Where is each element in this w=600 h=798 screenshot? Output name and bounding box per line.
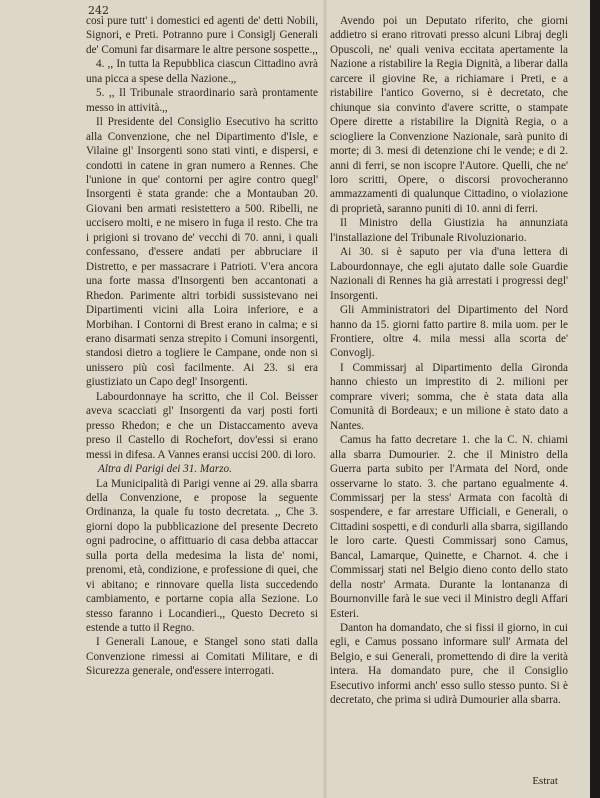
catchword: Estrat bbox=[532, 775, 558, 787]
paragraph: Camus ha fatto decretare 1. che la C. N. chiami alla sbarra Dumourier. 2. che il Ministro della Guerra parta subito per l'Armata del Nord, onde osservarne lo stato. 3. che partano egualmente 4. Commissarj per la stess' Armata con facoltà di sospendere, e far arrestare Ufficiali, e Generali, o Cittadini sospetti, e di condurli alla sbarra, sigillando le loro carte. Questi Commissarj sono Camus, Bancal, Lamarque, Quinette, e Charnot. 4. che i Commissarj stati nel Belgio dieno conto dello stato della nostr' Armata. Durante la lontananza di Bournonville farà le sue veci il Ministro degli Affari Esteri. bbox=[330, 434, 568, 620]
paragraph: I Generali Lanoue, e Stangel sono stati dalla Convenzione rimessi ai Comitati Militare, e di Sicurezza generale, ond'essere interrogati. bbox=[86, 636, 318, 678]
paragraph: La Municipalità di Parigi venne ai 29. alla sbarra della Convenzione, e propose la seguente Ordinanza, la quale fu tosto decretata. ,, Che 3. giorni dopo la pubblicazione del presente Decreto ogni padrocine, o affittuario di casa debba attaccar sulla porta della medesima la lista de' nomi, prenomi, età, condizione, e professione di quei, che vi abitano; e rinnovare quella lista succedendo cambiamento, e portarne copia alla Sezione. Lo stesso faranno i Locandieri.,, Questo Decreto si estende a tutto il Regno. bbox=[86, 477, 318, 635]
paragraph: 4. ,, In tutta la Repubblica ciascun Cittadino avrà una picca a spese della Nazione.,, bbox=[86, 58, 318, 85]
paragraph: Il Ministro della Giustizia ha annunziata l'installazione del Tribunale Rivoluzionario. bbox=[330, 217, 568, 244]
right-column bbox=[330, 14, 568, 708]
paragraph: Gli Amministratori del Dipartimento del Nord hanno da 15. giorni fatto partire 8. mila uom. per le Frontiere, oltre 4. mila messi alla scorta de' Convoglj. bbox=[330, 304, 568, 360]
page-fold bbox=[323, 0, 327, 798]
section-heading: Altra di Parigi dei 31. Marzo. bbox=[98, 463, 232, 476]
paragraph: I Commissarj al Dipartimento della Gironda hanno chiesto un imprestito di 2. milioni per comprare viveri; somma, che è stata data alla Comunità di Bordeaux; e un milione è stato dato a Nantes. bbox=[330, 361, 568, 432]
paragraph: Labourdonnaye ha scritto, che il Col. Beisser aveva scacciati gl' Insorgenti da varj posti forti presso Rhedon; e che un Distaccamento aveva preso il Castello di Rochefort, dov'essi si erano messi in difesa. A Vannes eransi uccisi 200. di loro. bbox=[86, 390, 318, 461]
left-column bbox=[86, 14, 318, 679]
paragraph: 5. ,, Il Tribunale straordinario sarà prontamente messo in attività.,, bbox=[86, 87, 318, 114]
paragraph: Danton ha domandato, che si fissi il giorno, in cui egli, e Camus possano informare sull' Armata del Belgio, e sui Generali, promettendo di dire la verità intera. Ha domandato pure, che il Consiglio Esecutivo informi anch' esso sullo stesso punto. Si è decretato, che prima si udirà Dumourier alla sbarra. bbox=[330, 622, 568, 707]
paragraph: Ai 30. si è saputo per via d'una lettera di Labourdonnaye, che egli ajutato dalle sole Guardie Nazionali di Rennes ha già arrestati i progressi degl' Insorgenti. bbox=[330, 246, 568, 302]
paragraph: così pure tutt' i domestici ed agenti de' detti Nobili, Signori, e Preti. Potranno pure i Consiglj Generali de' Comuni far disarmare le altre persone sospette.,, bbox=[86, 15, 318, 56]
paragraph: Il Presidente del Consiglio Esecutivo ha scritto alla Convenzione, che nel Dipartimento d'Isle, e Vilaine gl' Insorgenti sono stati vinti, e dispersi, e condotti in catene in gran numero a Rennes. Che l'unione in que' contorni per agire contro quegl' Insorgenti è stata grande: che a Montauban 20. Giovani ben armati resistettero a 500. Ribelli, ne uccisero molti, e ne misero in fuga il resto. Che tra i prigioni si trovano de' vecchi di 70. anni, i quali confessano, d'essere andati per abbruciare il Distretto, e per massacrare i Patrioti. V'era ancora una forte massa d'Insorgenti ben accantonati a Rhedon. Parimente altri torbidi sussistevano nei Dipartimenti vicini alla Loira inferiore, e a Morbihan. I Contorni di Brest erano in calma; e si erano disarmati senza strepito i Comuni insorgenti, standosi dietro a togliere le Campane, onde non si unissero più così facilmente. Ai 23. si era giustiziato un Capo degl' Insorgenti. bbox=[86, 116, 318, 389]
paragraph: Avendo poi un Deputato riferito, che giorni addietro si erano ritrovati presso alcuni Libraj degli Opuscoli, ne' quali veniva eccitata apertamente la Nazione a ristabilire la Regia Dignità, a liberar dalla carcere il giovine Re, a richiamare i Preti, e a ristabilire l'antico Governo, si è decretato, che chiunque sia convinto d'avere scritte, o stampate Opere dirette a ristabilire la Dignità Regia, o a sciogliere la Convenzione Nazionale, sarà punito di morte; di 3. mesi di detenzione chi le vende; e di 2. anni di ferri, se non iscopre l'Autore. Quelli, che ne' loro scritti, Opere, o discorsi provocheranno ammazzamenti di qualunque Cittadino, o violazione di proprietà, saranno puniti di 10. anni di ferri. bbox=[330, 15, 568, 215]
page-number: 242 bbox=[88, 4, 109, 17]
